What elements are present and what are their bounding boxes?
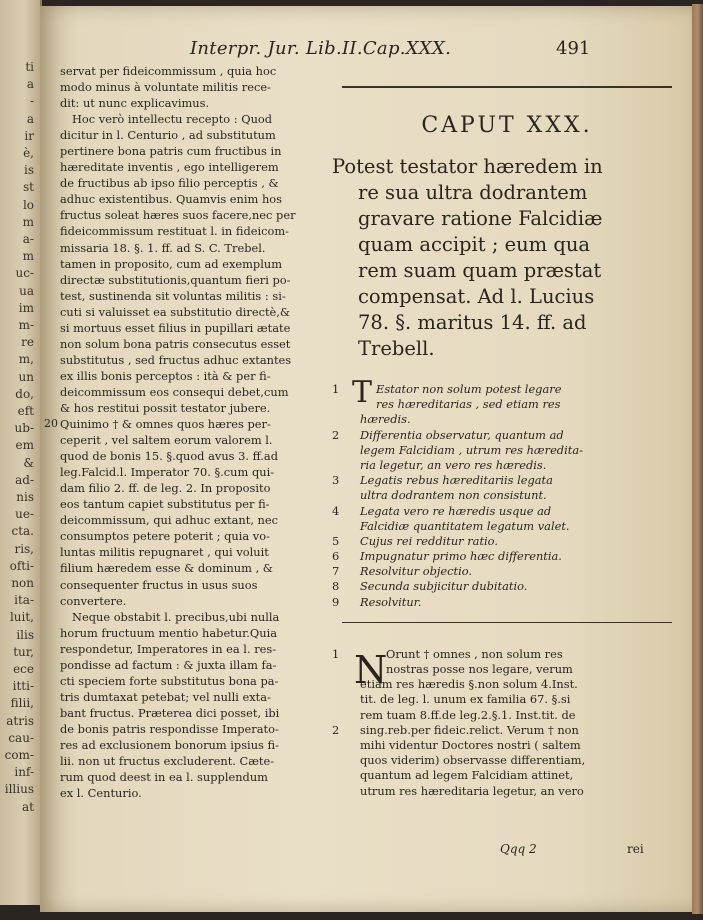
summary-number: 5: [332, 533, 340, 548]
prev-page-fragment: ita-: [14, 593, 34, 608]
text-line: [60, 769, 322, 785]
summary-line: [332, 473, 682, 488]
text-line-content: Neque obstabit l. precibus,ubi nulla: [72, 609, 280, 624]
heading-line: rem suam quam præstat: [358, 259, 602, 282]
text-line-content: quod de bonis 15. §.quod avus 3. ff.ad: [60, 449, 279, 464]
body-text: Orunt † omnes , non solum res: [386, 646, 563, 661]
prev-page-fragment: ir: [24, 128, 34, 143]
text-line: [60, 352, 322, 368]
heading-line: compensat. Ad l. Lucius: [358, 285, 595, 308]
prev-page-fragment: ub-: [14, 421, 34, 436]
text-line: [60, 336, 322, 352]
text-line-content: adhuc existentibus. Quamvis enim hos: [60, 192, 282, 207]
text-line-content: pondisse ad factum : & juxta illam fa-: [60, 657, 277, 672]
text-line: [60, 464, 322, 480]
body-text: utrum res hæreditaria legetur, an vero: [360, 783, 584, 798]
body-line: [332, 677, 682, 692]
summary-number: 3: [332, 473, 340, 488]
running-head: Interpr. Jur. Lib.II.Cap.XXX.: [190, 38, 452, 59]
text-line: [60, 625, 322, 641]
prev-page-fragment: ue-: [15, 507, 34, 522]
summary-text: Legatis rebus hæreditariis legata: [360, 473, 553, 488]
summary-text: Secunda subjicitur dubitatio.: [360, 579, 528, 594]
text-line-content: & hos restitui possit testator jubere.: [60, 400, 271, 415]
summary-line: [332, 428, 682, 443]
body-line: [332, 784, 682, 799]
summary-text: Falcidiæ quantitatem legatum valet.: [360, 518, 570, 533]
prev-page-fragment: a-: [22, 232, 34, 246]
text-line-content: missaria 18. §. 1. ff. ad S. C. Trebel.: [60, 240, 266, 255]
text-line-content: fructus soleat hæres suos facere,nec per: [60, 208, 296, 223]
text-line-content: filium hæredem esse & dominum , &: [60, 561, 273, 576]
text-line: [60, 528, 322, 544]
text-line: [60, 448, 322, 464]
summary-text: Resolvitur objectio.: [360, 564, 473, 579]
text-line: [60, 95, 322, 111]
text-line: [60, 63, 322, 79]
prev-page-fragment: atris: [6, 713, 34, 728]
text-line: [60, 304, 322, 320]
text-line: [44, 416, 322, 432]
text-line-content: test, sustinenda sit voluntas militis : si-: [60, 288, 286, 303]
text-line-content: hæreditate inventis , ego intelligerem: [60, 160, 279, 175]
text-line-content: res ad exclusionem bonorum ipsius fi-: [60, 737, 279, 752]
text-line-content: directæ substitutionis,quantum fieri po-: [60, 272, 291, 287]
book-edge: [692, 4, 703, 914]
text-line-content: tris dumtaxat petebat; vel nulli exta-: [60, 689, 271, 704]
text-line-content: consumptos petere poterit ; quia vo-: [60, 529, 270, 544]
text-line-content: bant fructus. Præterea dici posset, ibi: [60, 705, 280, 720]
prev-page-fragment: itti-: [12, 679, 34, 694]
summary-number: 4: [332, 503, 340, 518]
prev-page-fragment: st: [23, 180, 34, 195]
text-line-content: convertere.: [60, 593, 127, 608]
summary-text: Resolvitur.: [360, 594, 422, 609]
summary-line: [332, 412, 682, 427]
prev-page-fragment: eft: [17, 404, 34, 418]
summary-line: [332, 443, 682, 458]
text-line: [60, 496, 322, 512]
summary-text: Impugnatur primo hæc differentia.: [360, 549, 562, 564]
text-line: [60, 689, 322, 705]
text-line: [60, 577, 322, 593]
text-line: [60, 191, 322, 207]
text-line-content: dicitur in l. Centurio , ad substitutum: [60, 128, 276, 143]
prev-page-fragment: do,: [15, 386, 34, 401]
body-text: etiam res hæredis §.non solum 4.Inst.: [360, 677, 578, 692]
text-line-content: cuti si valuisset ea substitutio directè,&: [60, 304, 291, 319]
text-line: [60, 432, 322, 448]
text-line: [60, 256, 322, 272]
chapter-title: CAPUT XXX.: [421, 113, 593, 138]
text-line-content: luntas militis repugnaret , qui voluit: [60, 545, 269, 560]
summary-text: res hæreditarias , sed etiam res: [376, 397, 561, 412]
signature-mark: Qqq 2: [500, 842, 537, 856]
text-line: [60, 143, 322, 159]
text-line: [60, 657, 322, 673]
body-line: [332, 708, 682, 723]
summary-number: 7: [332, 564, 340, 579]
text-line-content: si mortuus esset filius in pupillari ætate: [60, 320, 291, 335]
margin-number: 20: [44, 417, 58, 431]
text-line-content: Quinimo † & omnes quos hæres per-: [60, 417, 271, 432]
prev-page-fragment: ris,: [14, 541, 34, 556]
body-text: quantum ad legem Falcidiam attinet,: [360, 768, 574, 783]
summary-number: 8: [332, 579, 340, 594]
text-line-content: servat per fideicommissum , quia hoc: [60, 64, 277, 78]
text-line-content: Hoc verò intellectu recepto : Quod: [72, 112, 273, 127]
text-line-content: modo minus à voluntate militis rece-: [60, 80, 271, 95]
summary-line: [332, 534, 682, 549]
book-page: [40, 6, 692, 912]
text-line: [60, 480, 322, 496]
text-line: [60, 673, 322, 689]
prev-page-fragment: com-: [4, 748, 34, 762]
heading-line: quam accipit ; eum qua: [358, 233, 591, 256]
text-line: [60, 207, 322, 223]
body-line: [332, 662, 682, 677]
text-line-content: leg.Falcid.l. Imperator 70. §.cum qui-: [60, 465, 275, 480]
text-line: [60, 320, 322, 336]
text-line: [60, 737, 322, 753]
text-line: [60, 127, 322, 143]
left-column: [44, 63, 322, 801]
summary-dropcap: T: [352, 375, 373, 410]
text-line-content: de fructibus ab ipso filio perceptis , &: [60, 176, 279, 191]
summary-number: 6: [332, 549, 340, 564]
summary-number: 9: [332, 594, 340, 609]
page-number: 491: [556, 38, 591, 59]
prev-page-fragment: a: [26, 77, 34, 92]
body-line: [332, 738, 682, 753]
body-line: [332, 647, 682, 662]
summary-line: [332, 488, 682, 503]
text-line: [60, 159, 322, 175]
prev-page-fragment: is: [24, 163, 34, 178]
prev-page-fragment: ofti-: [9, 558, 34, 573]
summary-text: ria legetur, an vero res hæredis.: [360, 457, 547, 472]
summary-text: ultra dodrantem non consistunt.: [360, 488, 547, 503]
prev-page-fragment: ece: [13, 662, 34, 676]
text-line-content: cti speciem forte substitutus bona pa-: [60, 673, 279, 688]
text-line-content: non solum bona patris consecutus esset: [60, 336, 291, 351]
summary-number: 1: [332, 382, 340, 396]
text-line-content: rum quod deest in ea l. supplendum: [60, 770, 268, 785]
text-line-content: deicommissum eos consequi debet,cum: [60, 384, 289, 399]
prev-page-fragment: ua: [19, 283, 34, 298]
prev-page-fragment: -: [29, 94, 34, 109]
summary-line: [332, 579, 682, 594]
catchword: rei: [627, 842, 644, 856]
top-rule: [342, 86, 672, 88]
text-line-content: consequenter fructus in usus suos: [60, 577, 258, 592]
text-line: [60, 544, 322, 560]
summary-line: [332, 519, 682, 534]
summary-line: [332, 458, 682, 473]
prev-page-fragment: a: [26, 111, 34, 126]
text-line: [60, 753, 322, 769]
summary-text: Differentia observatur, quantum ad: [360, 427, 564, 442]
chapter-body: [332, 647, 682, 799]
text-line: [60, 384, 322, 400]
text-line: [60, 609, 322, 625]
prev-page-fragment: em: [15, 438, 34, 453]
prev-page-fragment: ti: [25, 60, 34, 74]
text-line-content: de bonis patris respondisse Imperato-: [60, 721, 279, 736]
text-line: [60, 593, 322, 609]
summary-number: 2: [332, 427, 340, 442]
text-line: [60, 368, 322, 384]
prev-page-fragment: nis: [16, 490, 34, 504]
prev-page-fragment: m: [22, 249, 34, 264]
prev-page-fragment: cta.: [11, 524, 34, 539]
heading-line: Trebell.: [358, 337, 435, 360]
prev-page-fragment: è,: [23, 146, 34, 160]
text-line: [60, 641, 322, 657]
text-line: [60, 111, 322, 127]
prev-page-fragment: m,: [18, 352, 34, 367]
body-line: [332, 768, 682, 783]
summary-text: legem Falcidiam , utrum res hæredita-: [360, 442, 583, 457]
text-line: [60, 705, 322, 721]
prev-page-fragment: un: [18, 369, 34, 384]
text-line: [60, 175, 322, 191]
summary-line: [332, 397, 682, 412]
chapter-summary: [332, 375, 682, 610]
prev-page-fragment: luit,: [9, 610, 34, 625]
heading-line: Potest testator hæredem in: [332, 155, 603, 178]
text-line: [60, 400, 322, 416]
body-text: rem tuam 8.ff.de leg.2.§.1. Inst.tit. de: [360, 707, 576, 722]
summary-text: Legata vero re hæredis usque ad: [360, 503, 552, 518]
text-line-content: substitutus , sed fructus adhuc extantes: [60, 352, 292, 367]
summary-text: Estator non solum potest legare: [376, 382, 562, 396]
prev-page-fragment: inf-: [14, 765, 34, 780]
body-line: [332, 753, 682, 768]
heading-line: gravare ratione Falcidiæ: [358, 207, 603, 230]
text-line: [60, 785, 322, 801]
text-line-content: ex illis bonis perceptos : ità & per fi-: [60, 368, 271, 383]
prev-page-fragment: im: [18, 300, 34, 315]
text-line-content: pertinere bona patris cum fructibus in: [60, 144, 282, 159]
text-line: [60, 721, 322, 737]
text-line-content: tamen in proposito, cum ad exemplum: [60, 256, 282, 271]
chapter-heading: [332, 154, 682, 362]
text-line: [60, 79, 322, 95]
body-line-number: 2: [332, 722, 340, 737]
summary-text: hæredis.: [360, 412, 411, 427]
prev-page-fragment: filii,: [10, 696, 34, 711]
summary-text: Cujus rei redditur ratio.: [360, 533, 498, 548]
prev-page-fragment: illius: [4, 782, 34, 797]
text-line-content: ceperit , vel saltem eorum valorem l.: [60, 433, 273, 448]
prev-page-fragment: re: [21, 335, 34, 350]
text-line-content: dam filio 2. ff. de leg. 2. In proposito: [60, 481, 271, 496]
summary-line: [332, 504, 682, 519]
summary-rule: [342, 622, 672, 623]
text-line-content: lii. non ut fructus excluderent. Cæte-: [60, 754, 275, 769]
prev-page-fragment: tur,: [13, 644, 34, 659]
prev-page-fragment: &: [23, 455, 34, 470]
prev-page-fragment: non: [11, 576, 34, 590]
summary-line: [332, 564, 682, 579]
prev-page-fragment: m: [22, 214, 34, 229]
text-line: [60, 240, 322, 256]
text-line-content: deicommissum, qui adhuc extant, nec: [60, 513, 279, 528]
prev-page-fragment: at: [22, 799, 34, 814]
text-line: [60, 223, 322, 239]
body-text: quos viderim) observasse differentiam,: [360, 753, 586, 768]
text-line: [60, 272, 322, 288]
prev-page-fragment: cau-: [8, 730, 34, 745]
text-line-content: respondetur, Imperatores in ea l. res-: [60, 641, 277, 656]
body-text: sing.reb.per fideic.relict. Verum † non: [360, 722, 579, 737]
text-line: [60, 512, 322, 528]
body-line-number: 1: [332, 646, 340, 661]
body-dropcap: N: [354, 647, 388, 692]
prev-page-fragment: m-: [18, 318, 34, 332]
text-line-content: horum fructuum mentio habetur.Quia: [60, 625, 278, 640]
prev-page-fragment: ilis: [16, 627, 34, 642]
prev-page-fragment: uc-: [15, 266, 34, 281]
body-line: [332, 692, 682, 707]
summary-line: [332, 595, 682, 610]
prev-page-fragment: lo: [22, 197, 34, 212]
text-line-content: dit: ut nunc explicavimus.: [60, 96, 210, 111]
summary-line: [332, 382, 682, 397]
body-line: [332, 723, 682, 738]
body-text: nostras posse nos legare, verum: [386, 662, 573, 676]
body-text: tit. de leg. l. unum ex familia 67. §.si: [360, 692, 571, 707]
text-line: [60, 288, 322, 304]
text-line-content: fideicommissum restituat l. in fideicom-: [60, 224, 290, 239]
heading-line: 78. §. maritus 14. ff. ad: [358, 311, 587, 334]
prev-page-fragment: ad-: [15, 472, 34, 487]
body-text: mihi videntur Doctores nostri ( saltem: [360, 737, 581, 752]
text-line: [60, 560, 322, 576]
text-line-content: ex l. Centurio.: [60, 786, 142, 801]
right-column: [332, 86, 682, 799]
heading-line: re sua ultra dodrantem: [358, 181, 588, 204]
previous-page-edge: [0, 0, 42, 905]
summary-line: [332, 549, 682, 564]
text-line-content: eos tantum capiet substitutus per fi-: [60, 497, 270, 512]
